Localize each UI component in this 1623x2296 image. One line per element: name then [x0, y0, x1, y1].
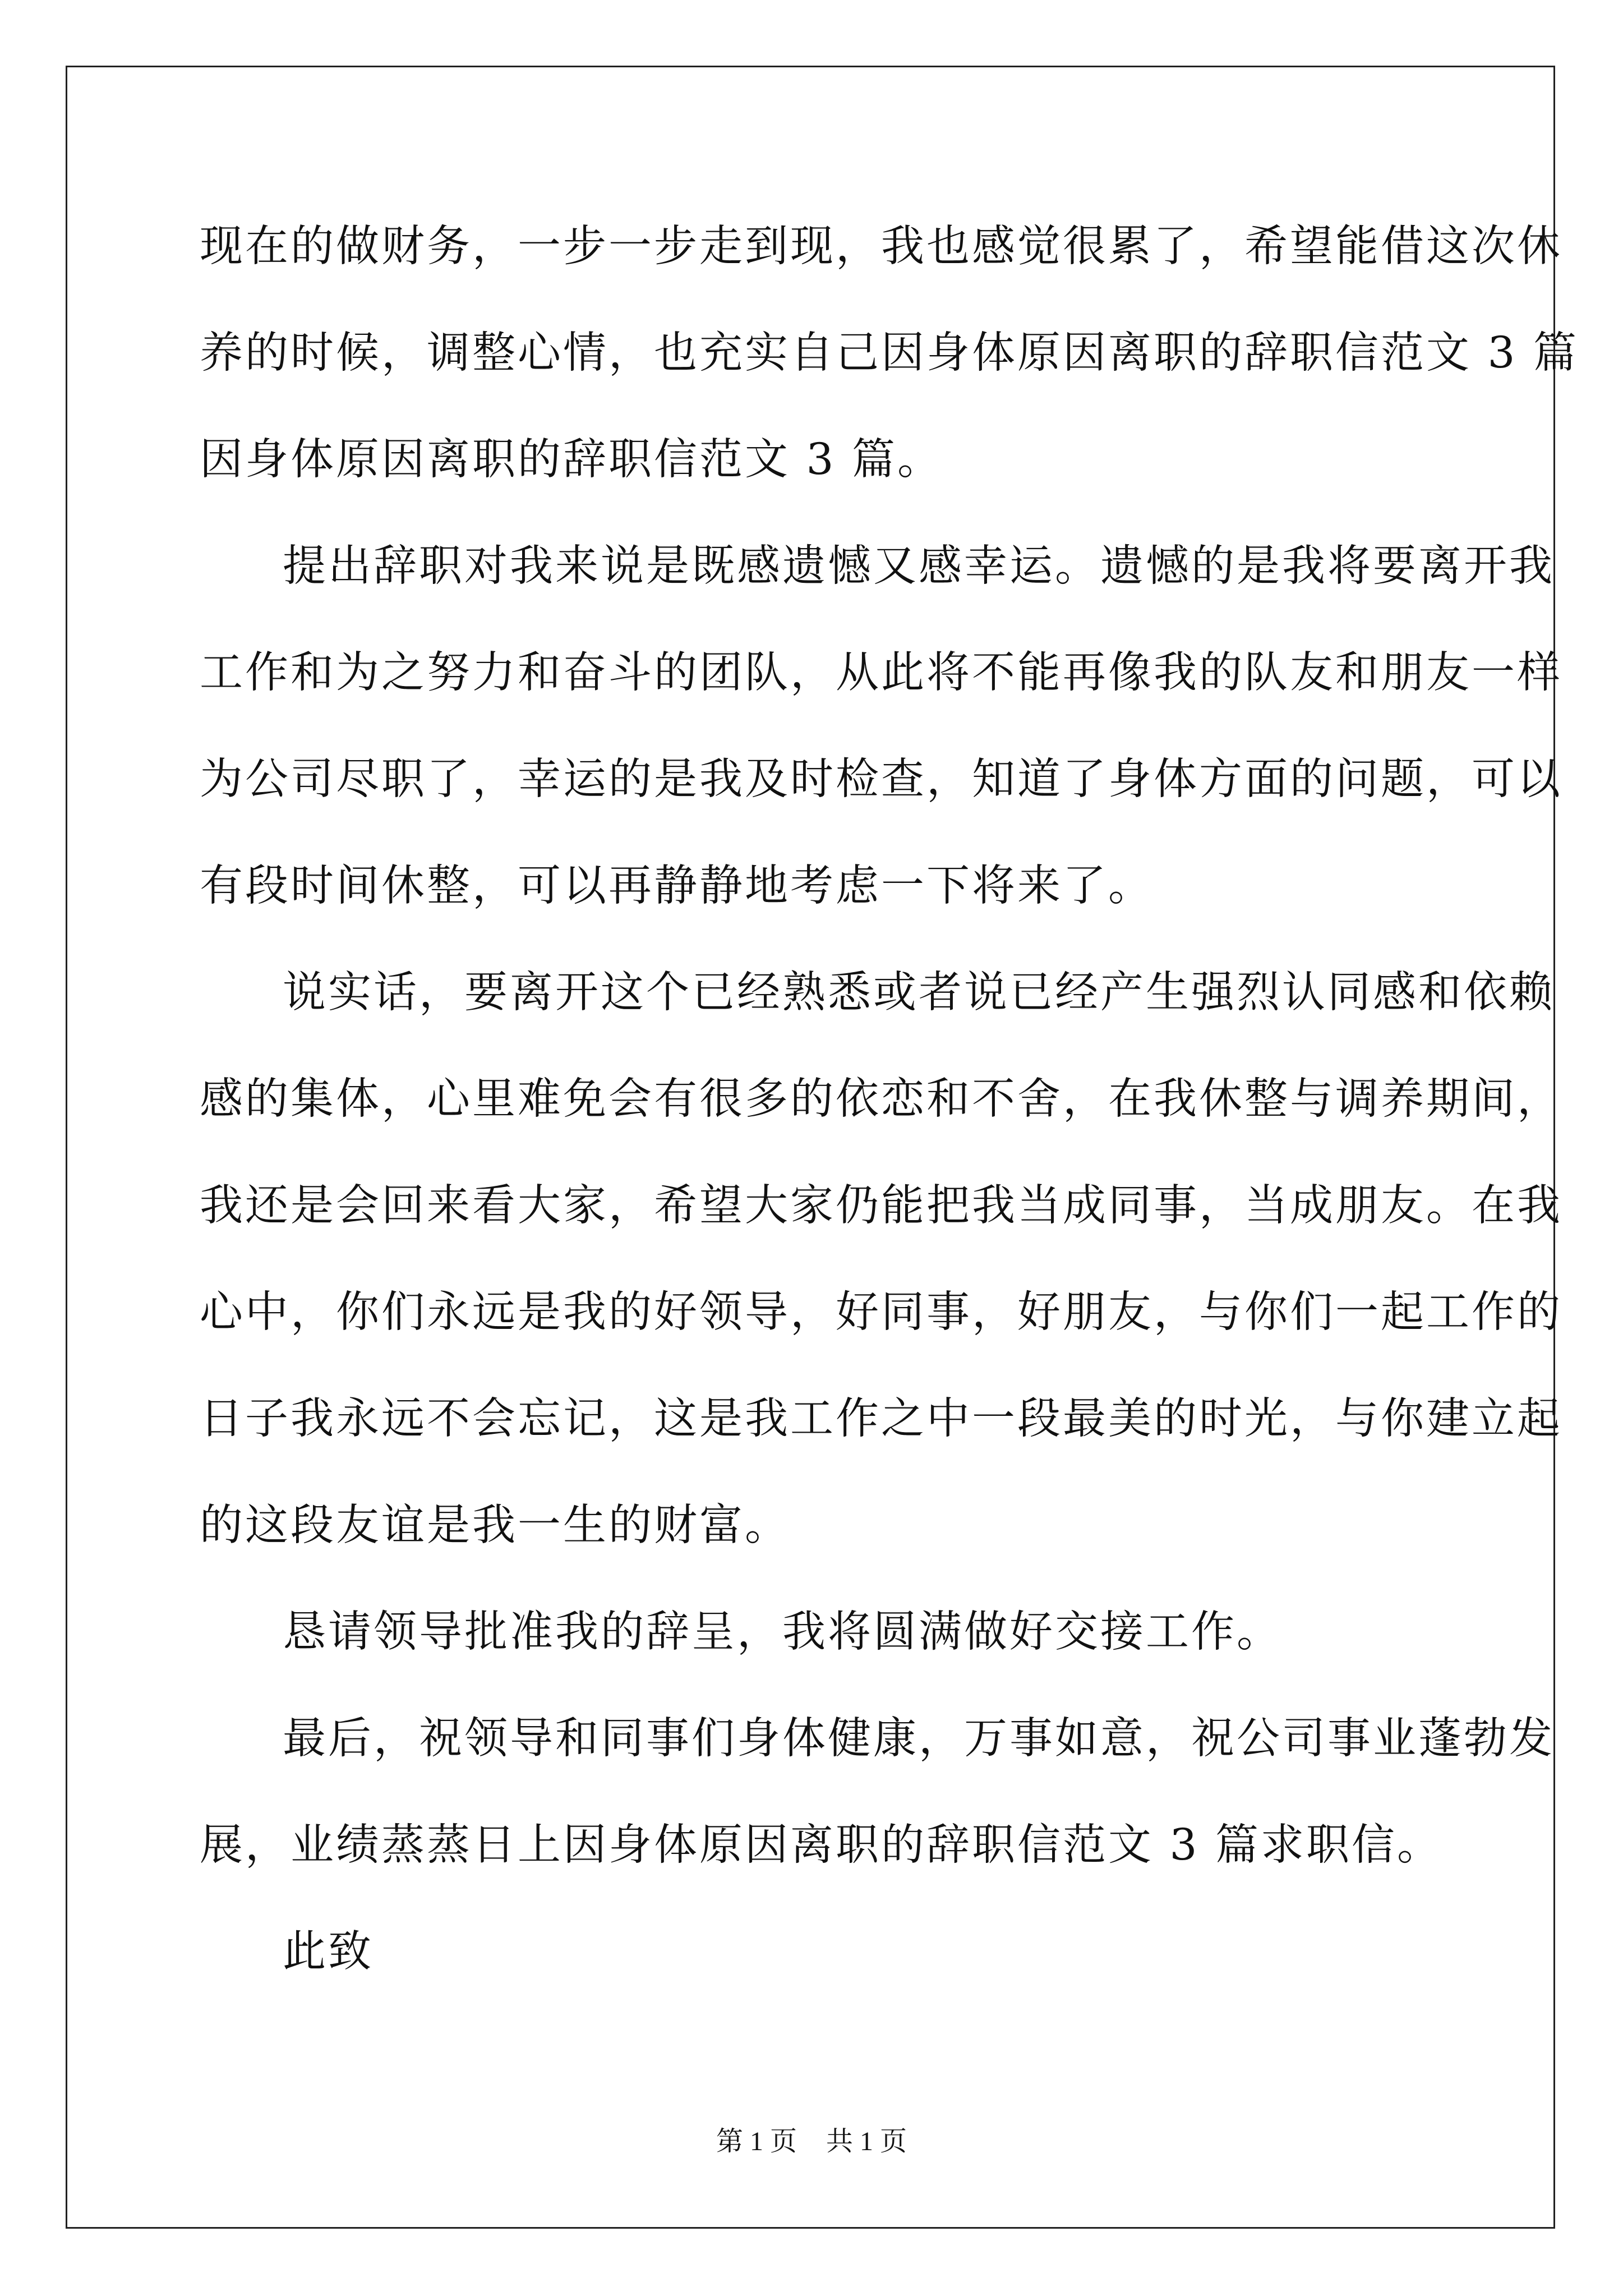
- text-line: 因身体原因离职的辞职信范文 3 篇。: [200, 435, 943, 485]
- text-line: 有段时间休整，可以再静静地考虑一下将来了。: [200, 861, 1154, 911]
- text-line: 最后，祝领导和同事们身体健康，万事如意，祝公司事业蓬勃发: [283, 1714, 1555, 1764]
- text-line: 现在的做财务，一步一步走到现，我也感觉很累了，希望能借这次休: [200, 222, 1562, 272]
- text-line: 恳请领导批准我的辞呈，我将圆满做好交接工作。: [283, 1607, 1282, 1657]
- text-line: 的这段友谊是我一生的财富。: [200, 1501, 790, 1550]
- page-border: [66, 66, 1555, 2229]
- text-line: 感的集体，心里难免会有很多的依恋和不舍，在我休整与调养期间，: [200, 1074, 1562, 1124]
- text-line: 说实话，要离开这个已经熟悉或者说已经产生强烈认同感和依赖: [283, 968, 1555, 1018]
- text-line: 为公司尽职了，幸运的是我及时检查，知道了身体方面的问题，可以: [200, 754, 1562, 804]
- page-total: 共 1 页: [826, 2127, 907, 2156]
- text-line: 日子我永远不会忘记，这是我工作之中一段最美的时光，与你建立起: [200, 1394, 1562, 1444]
- page-footer: [0, 2125, 1623, 2159]
- text-line: 展，业绩蒸蒸日上因身体原因离职的辞职信范文 3 篇求职信。: [200, 1820, 1442, 1870]
- text-line: 我还是会回来看大家，希望大家仍能把我当成同事，当成朋友。在我: [200, 1181, 1562, 1231]
- text-line: 养的时候，调整心情，也充实自己因身体原因离职的辞职信范文 3 篇: [200, 328, 1579, 378]
- text-line: 提出辞职对我来说是既感遗憾又感幸运。遗憾的是我将要离开我: [283, 541, 1555, 591]
- page-number: 第 1 页: [716, 2127, 797, 2156]
- text-line: 心中，你们永远是我的好领导，好同事，好朋友，与你们一起工作的: [200, 1287, 1562, 1337]
- closing-salutation: 此致: [283, 1927, 374, 1977]
- text-line: 工作和为之努力和奋斗的团队，从此将不能再像我的队友和朋友一样: [200, 648, 1562, 698]
